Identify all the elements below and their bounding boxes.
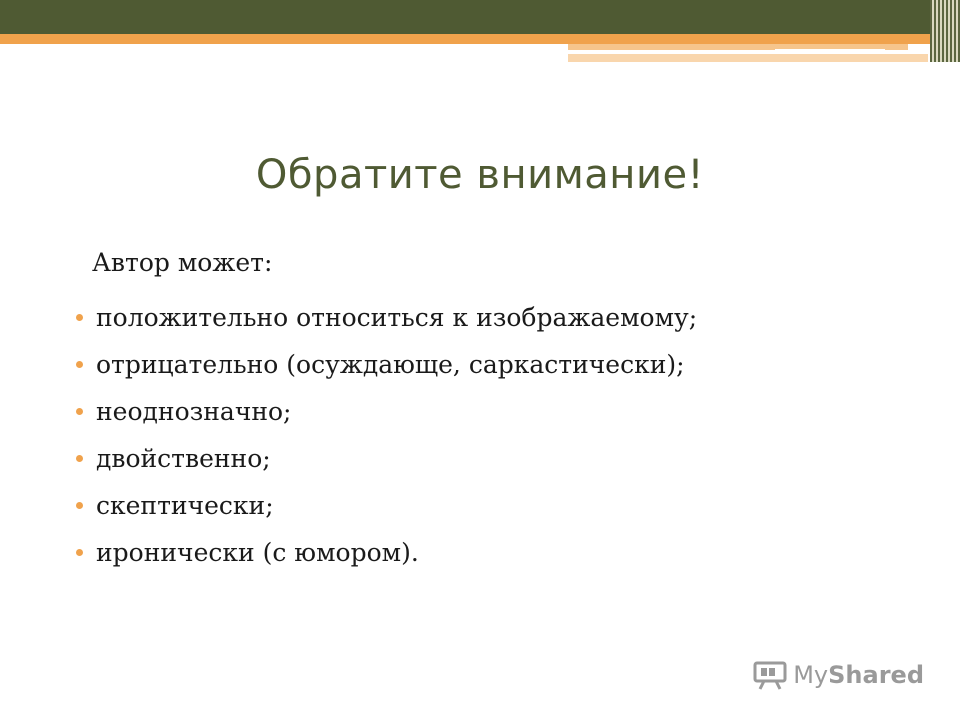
list-item-text: двойственно; xyxy=(96,444,271,473)
bullet-dot xyxy=(76,502,83,509)
slide-title: Обратите внимание! xyxy=(255,152,705,198)
list-item xyxy=(76,529,697,576)
slide-intro: Автор может: xyxy=(92,248,273,277)
watermark-brand-shared: Shared xyxy=(828,661,924,689)
myshared-watermark[interactable] xyxy=(753,660,924,690)
right-corner-stripes xyxy=(930,0,960,62)
bullet-dot xyxy=(76,361,83,368)
top-decorative-bar xyxy=(0,0,960,34)
watermark-brand-my: My xyxy=(793,661,829,689)
list-item-text: отрицательно (осуждающе, саркастически); xyxy=(96,350,685,379)
list-item xyxy=(76,341,697,388)
list-item xyxy=(76,435,697,482)
top-orange-stripe xyxy=(0,34,960,44)
bullet-list xyxy=(76,294,697,576)
bullet-dot xyxy=(76,455,83,462)
top-orange-stripe-right-lower xyxy=(568,54,928,62)
list-item-text: скептически; xyxy=(96,491,274,520)
bullet-dot xyxy=(76,314,83,321)
list-item xyxy=(76,294,697,341)
list-item-text: неоднозначно; xyxy=(96,397,292,426)
presentation-board-icon xyxy=(753,660,787,690)
list-item xyxy=(76,482,697,529)
top-stripe-gap xyxy=(775,49,885,53)
list-item xyxy=(76,388,697,435)
bullet-dot xyxy=(76,408,83,415)
watermark-brand xyxy=(793,661,924,689)
bullet-dot xyxy=(76,549,83,556)
list-item-text: положительно относиться к изображаемому; xyxy=(96,303,698,332)
list-item-text: иронически (с юмором). xyxy=(96,538,419,567)
